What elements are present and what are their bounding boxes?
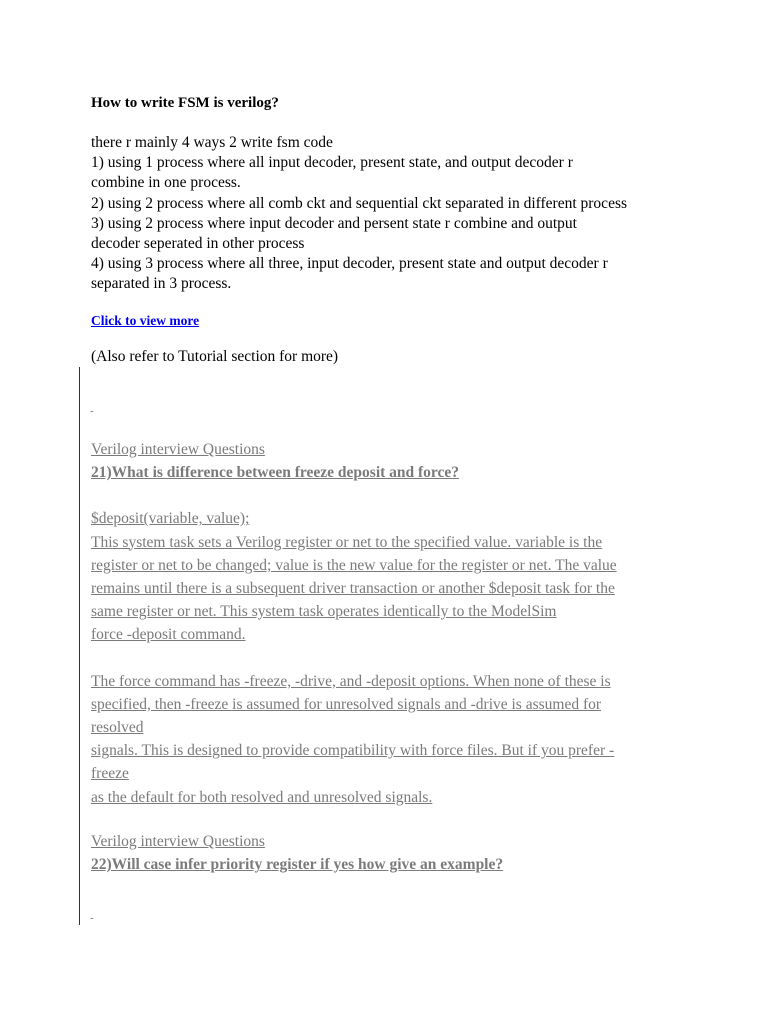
separator-dash: -	[90, 912, 94, 924]
question-21-title: 21)What is difference between freeze deposit and force?	[91, 464, 460, 482]
question-22-block	[91, 830, 691, 876]
question-category: Verilog interview Questions	[91, 833, 265, 850]
intro-line: 4) using 3 process where all three, input decoder, present state and output decoder r	[91, 255, 608, 273]
view-more-link[interactable]: Click to view more	[91, 313, 200, 328]
answer-line: signals. This is designed to provide compatibility with force files. But if you prefer -	[91, 742, 615, 760]
answer-line: resolved	[91, 719, 144, 737]
question-category: Verilog interview Questions	[91, 441, 265, 458]
answer-line: specified, then -freeze is assumed for unresolved signals and -drive is assumed for	[91, 695, 602, 713]
intro-line: combine in one process.	[91, 174, 241, 192]
question-22-title: 22)Will case infer priority register if yes how give an example?	[91, 856, 504, 874]
intro-line: 1) using 1 process where all input decoder, present state, and output decoder r	[91, 154, 573, 172]
answer-line: same register or net. This system task operates identically to the ModelSim	[91, 603, 557, 621]
answer-line: freeze	[91, 765, 129, 783]
tutorial-note: (Also refer to Tutorial section for more)	[91, 348, 339, 365]
answer-line: The force command has -freeze, -drive, and -deposit options. When none of these is	[91, 672, 611, 690]
answer-line: This system task sets a Verilog register or net to the specified value. variable is the	[91, 533, 603, 551]
answer-line: register or net to be changed; value is the new value for the register or net. The value	[91, 556, 617, 574]
separator-dash: -	[90, 405, 94, 417]
intro-line: separated in 3 process.	[91, 275, 232, 293]
question-21-block	[91, 438, 691, 809]
page-title: How to write FSM is verilog?	[91, 95, 279, 111]
answer-line: as the default for both resolved and unresolved signals.	[91, 788, 433, 806]
intro-line: decoder seperated in other process	[91, 235, 305, 253]
intro-text	[91, 133, 691, 295]
quote-bar	[79, 367, 80, 925]
intro-line: 3) using 2 process where input decoder and persent state r combine and output	[91, 214, 577, 232]
answer-line: remains until there is a subsequent driver transaction or another $deposit task for the	[91, 580, 615, 598]
intro-line: there r mainly 4 ways 2 write fsm code	[91, 134, 333, 151]
intro-line: 2) using 2 process where all comb ckt and sequential ckt separated in different process	[91, 194, 628, 212]
answer-line: force -deposit command.	[91, 626, 246, 644]
answer-line: $deposit(variable, value);	[91, 510, 250, 528]
